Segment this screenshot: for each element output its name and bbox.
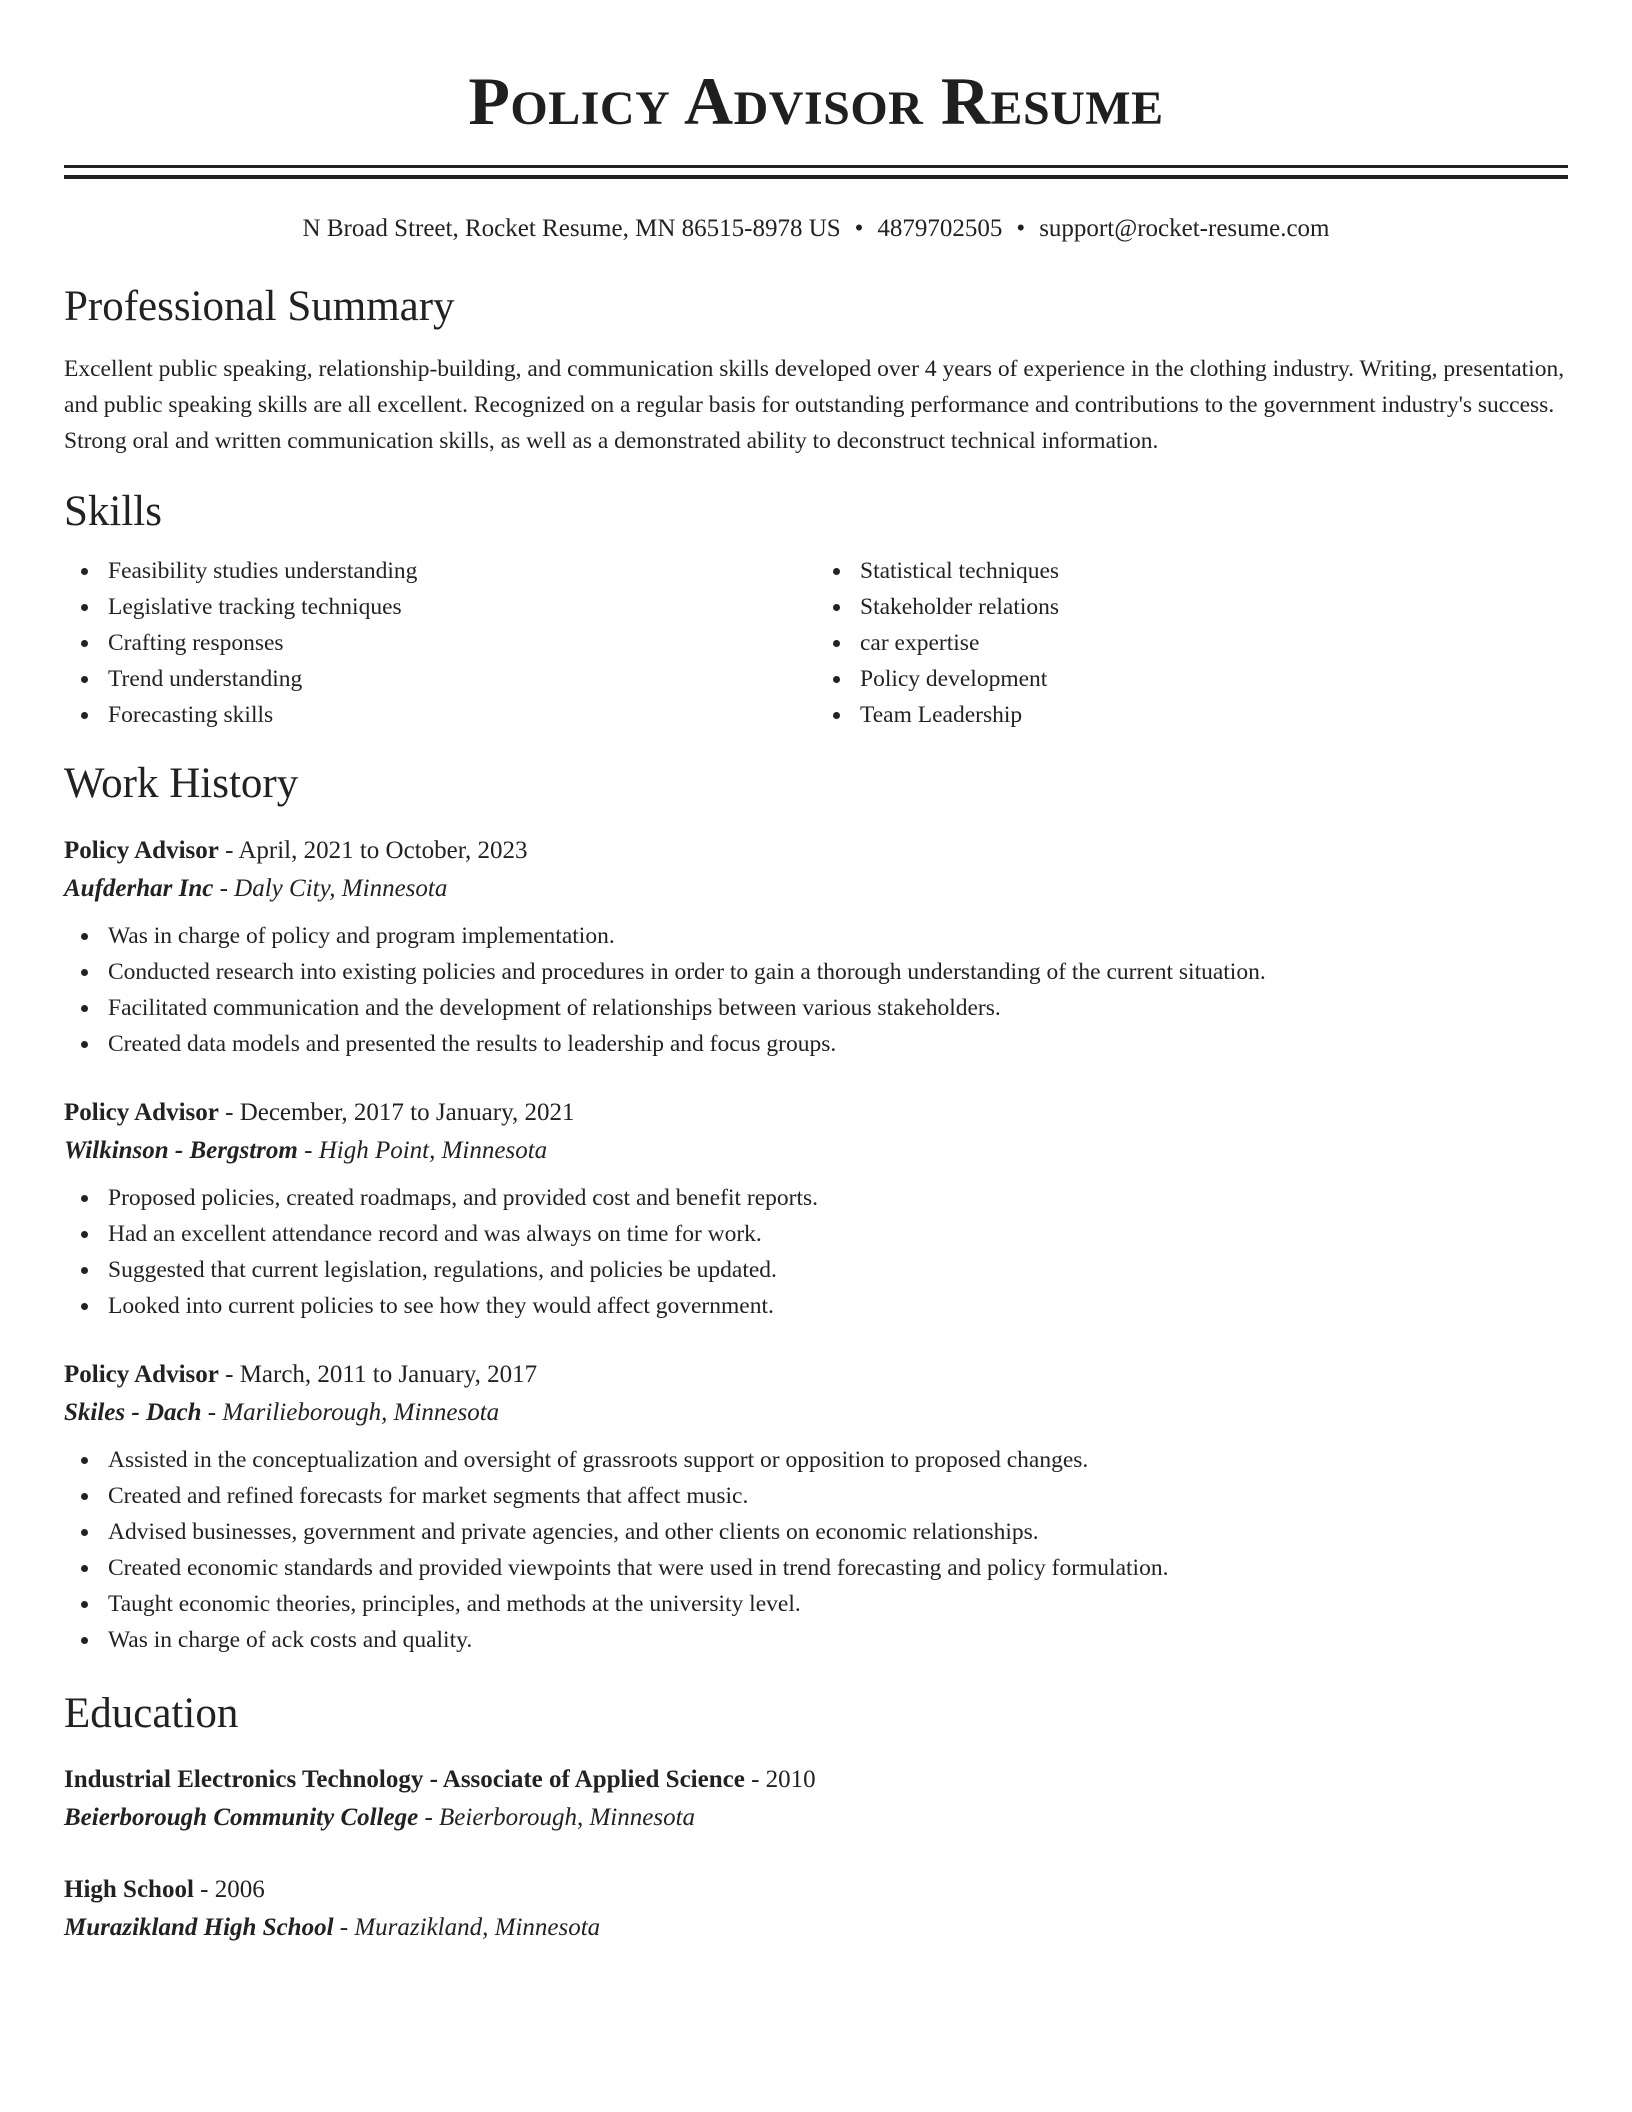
job-entry bbox=[64, 1356, 1568, 1658]
contact-line bbox=[64, 214, 1568, 244]
dash: - bbox=[218, 1360, 240, 1388]
company-location: High Point, Minnesota bbox=[318, 1136, 548, 1164]
graduation-year: 2010 bbox=[765, 1766, 816, 1794]
contact-email: support@rocket-resume.com bbox=[1039, 215, 1330, 242]
school-name: Beierborough Community College bbox=[64, 1804, 419, 1832]
job-dates: December, 2017 to January, 2021 bbox=[239, 1098, 575, 1126]
skill-item: Forecasting skills bbox=[64, 697, 816, 733]
skill-item: car expertise bbox=[816, 625, 1568, 661]
education-entry bbox=[64, 1761, 1568, 1837]
job-title-line bbox=[64, 1094, 1568, 1132]
skill-item: Stakeholder relations bbox=[816, 589, 1568, 625]
dash: - bbox=[418, 1804, 440, 1832]
job-role: Policy Advisor bbox=[64, 1098, 219, 1126]
degree-line bbox=[64, 1871, 1568, 1909]
skills-heading: Skills bbox=[64, 487, 162, 535]
duty-item: Created economic standards and provided viewpoints that were used in trend forecasting and policy formulation. bbox=[64, 1550, 1568, 1586]
dash: - bbox=[744, 1766, 766, 1794]
school-name: Murazikland High School bbox=[64, 1914, 334, 1942]
degree-line bbox=[64, 1761, 1568, 1799]
skill-item: Trend understanding bbox=[64, 661, 816, 697]
job-duties bbox=[64, 918, 1568, 1062]
degree-name: High School bbox=[64, 1876, 194, 1904]
company-name: Wilkinson - Bergstrom bbox=[64, 1136, 298, 1164]
dash: - bbox=[193, 1876, 215, 1904]
education-heading: Education bbox=[64, 1689, 239, 1737]
duty-item: Assisted in the conceptualization and oversight of grassroots support or opposition to proposed changes. bbox=[64, 1442, 1568, 1478]
company-location: Marilieborough, Minnesota bbox=[222, 1398, 500, 1426]
job-dates: April, 2021 to October, 2023 bbox=[238, 836, 528, 864]
education-entry bbox=[64, 1871, 1568, 1947]
duty-item: Created data models and presented the results to leadership and focus groups. bbox=[64, 1026, 1568, 1062]
work-history-heading: Work History bbox=[64, 760, 299, 808]
company-name: Aufderhar Inc bbox=[64, 874, 214, 902]
job-duties bbox=[64, 1442, 1568, 1658]
job-title-line bbox=[64, 832, 1568, 870]
company-line bbox=[64, 1132, 1568, 1170]
company-location: Daly City, Minnesota bbox=[234, 874, 448, 902]
dash: - bbox=[218, 836, 239, 864]
job-dates: March, 2011 to January, 2017 bbox=[239, 1360, 538, 1388]
duty-item: Conducted research into existing policies and procedures in order to gain a thorough understanding of the current situation. bbox=[64, 954, 1568, 990]
duty-item: Had an excellent attendance record and was always on time for work. bbox=[64, 1216, 1568, 1252]
duty-item: Advised businesses, government and private agencies, and other clients on economic relationships. bbox=[64, 1514, 1568, 1550]
skills-list bbox=[64, 553, 1568, 733]
duty-item: Created and refined forecasts for market segments that affect music. bbox=[64, 1478, 1568, 1514]
divider-line-bottom bbox=[64, 175, 1568, 179]
school-line bbox=[64, 1799, 1568, 1837]
contact-phone: 4879702505 bbox=[877, 215, 1003, 242]
duty-item: Suggested that current legislation, regulations, and policies be updated. bbox=[64, 1252, 1568, 1288]
contact-separator: • bbox=[1016, 215, 1026, 242]
job-duties bbox=[64, 1180, 1568, 1324]
duty-item: Was in charge of policy and program implementation. bbox=[64, 918, 1568, 954]
page-title: Policy Advisor Resume bbox=[468, 63, 1164, 139]
skills-column-right bbox=[816, 553, 1568, 733]
contact-separator: • bbox=[854, 215, 864, 242]
duty-item: Was in charge of ack costs and quality. bbox=[64, 1622, 1568, 1658]
company-name: Skiles - Dach bbox=[64, 1398, 202, 1426]
duty-item: Looked into current policies to see how they would affect government. bbox=[64, 1288, 1568, 1324]
job-title-line bbox=[64, 1356, 1568, 1394]
duty-item: Taught economic theories, principles, and methods at the university level. bbox=[64, 1586, 1568, 1622]
skill-item: Team Leadership bbox=[816, 697, 1568, 733]
summary-text: Excellent public speaking, relationship-building, and communication skills developed over 4 years of experience in the clothing industry. Writing, presentation, and public speaking skills are all excellent. Recognized on a regular basis for outstanding performance and contributions to the government industry's success. Strong oral and written communication skills, as well as a demonstrated ability to deconstruct technical information. bbox=[64, 355, 1565, 454]
job-role: Policy Advisor bbox=[64, 1360, 219, 1388]
degree-name: Industrial Electronics Technology - Associate of Applied Science bbox=[64, 1766, 745, 1794]
dash: - bbox=[201, 1398, 223, 1426]
dash: - bbox=[213, 874, 235, 902]
skill-item: Policy development bbox=[816, 661, 1568, 697]
school-location: Beierborough, Minnesota bbox=[439, 1804, 696, 1832]
dash: - bbox=[333, 1914, 355, 1942]
job-entry bbox=[64, 1094, 1568, 1324]
skill-item: Statistical techniques bbox=[816, 553, 1568, 589]
job-role: Policy Advisor bbox=[64, 836, 219, 864]
skill-item: Legislative tracking techniques bbox=[64, 589, 816, 625]
dash: - bbox=[297, 1136, 319, 1164]
skill-item: Feasibility studies understanding bbox=[64, 553, 816, 589]
job-entry bbox=[64, 832, 1568, 1062]
contact-address: N Broad Street, Rocket Resume, MN 86515-8978 US bbox=[302, 215, 841, 242]
skill-item: Crafting responses bbox=[64, 625, 816, 661]
school-location: Murazikland, Minnesota bbox=[354, 1914, 601, 1942]
divider-line-top bbox=[64, 165, 1568, 168]
graduation-year: 2006 bbox=[214, 1876, 265, 1904]
skills-column-left bbox=[64, 553, 816, 733]
company-line bbox=[64, 1394, 1568, 1432]
title-divider bbox=[64, 165, 1568, 179]
school-line bbox=[64, 1909, 1568, 1947]
summary-heading: Professional Summary bbox=[64, 283, 455, 330]
duty-item: Facilitated communication and the development of relationships between various stakeholders. bbox=[64, 990, 1568, 1026]
company-line bbox=[64, 870, 1568, 908]
duty-item: Proposed policies, created roadmaps, and provided cost and benefit reports. bbox=[64, 1180, 1568, 1216]
dash: - bbox=[218, 1098, 240, 1126]
